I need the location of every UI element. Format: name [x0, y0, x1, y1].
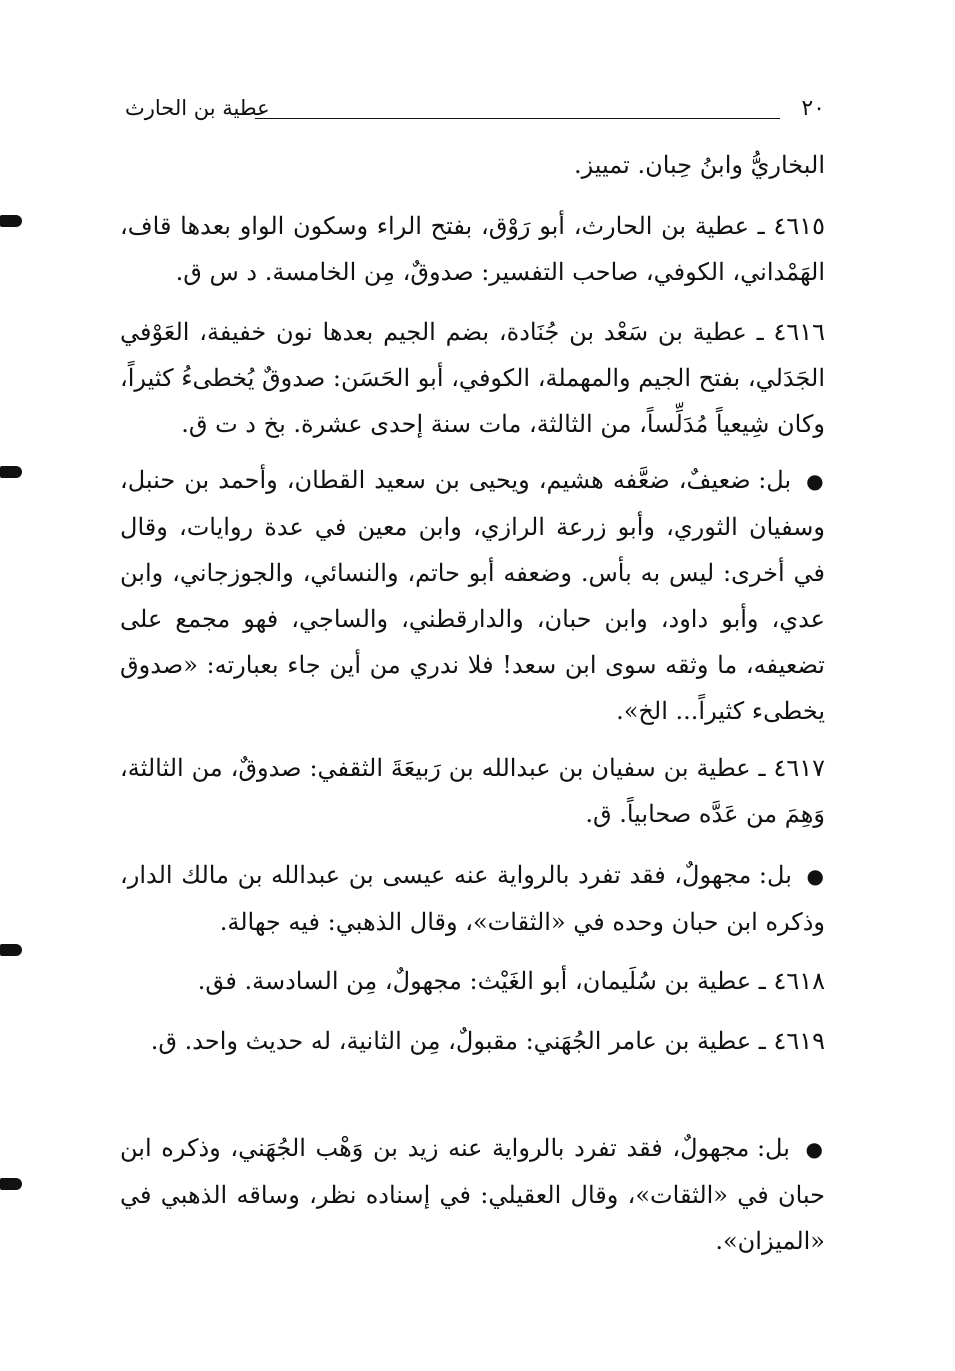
scan-mark	[0, 215, 22, 227]
entry-4617	[120, 745, 825, 837]
paragraph-text: ٤٦١٧ ـ عطية بن سفيان بن عبدالله بن رَبيعَةَ الثقفي: صدوقٌ، من الثالثة، وَهِمَ من عَدَّه صحابياً. ق.	[120, 754, 825, 828]
paragraph-text: بل: مجهولٌ، فقد تفرد بالرواية عنه زيد بن وَهْب الجُهَني، وذكره ابن حبان في «الثقات»، وقال العقيلي: في إسناده نظر، وساقه الذهبي في «الميزان».	[120, 1134, 825, 1255]
commentary-4616	[120, 457, 825, 734]
page-number: ٢٠	[801, 96, 825, 121]
running-title: عطية بن الحارث	[125, 96, 270, 120]
scan-mark	[0, 466, 22, 478]
bullet-icon: ●	[806, 864, 825, 888]
paragraph-text: ٤٦١٥ ـ عطية بن الحارث، أبو رَوْق، بفتح الراء وسكون الواو بعدها قاف، الهَمْداني، الكوفي، صاحب التفسير: صدوقٌ، مِن الخامسة. د س ق.	[120, 212, 825, 286]
paragraph-text: ٤٦١٩ ـ عطية بن عامر الجُهَني: مقبولٌ، مِن الثانية، له حديث واحد. ق.	[150, 1027, 825, 1055]
continuation-text	[120, 142, 825, 188]
paragraph-text: البخاريُّ وابنُ حِبان. تمييز.	[573, 151, 825, 179]
bullet-icon: ●	[806, 469, 826, 493]
commentary-4619	[120, 1125, 825, 1264]
paragraph-text: ٤٦١٦ ـ عطية بن سَعْد بن جُنَادة، بضم الجيم بعدها نون خفيفة، العَوْفي الجَدَلي، بفتح الجيم والمهملة، الكوفي، أبو الحَسَن: صدوقٌ يُخطىءُ كثيراً، وكان شِيعياً مُدَلِّساً، من الثالثة، مات سنة إحدى عشرة. بخ د ت ق.	[120, 318, 825, 438]
scan-mark	[0, 1178, 22, 1190]
entry-4615	[120, 203, 825, 295]
paragraph-text: ٤٦١٨ ـ عطية بن سُلَيمان، أبو الغَيْث: مجهولٌ، مِن السادسة. فق.	[197, 967, 825, 995]
entry-4616	[120, 309, 825, 447]
commentary-4617	[120, 852, 825, 945]
paragraph-text: بل: مجهولٌ، فقد تفرد بالرواية عنه عيسى بن عبدالله بن مالك الدار، وذكره ابن حبان وحده في «الثقات»، وقال الذهبي: فيه جهالة.	[120, 861, 825, 936]
paragraph-text: بل: ضعيفٌ، ضعَّفه هشيم، ويحيى بن سعيد القطان، وأحمد بن حنبل، وسفيان الثوري، وأبو زرعة الرازي، وابن معين في عدة روايات، وقال في أخرى: ليس به بأس. وضعفه أبو حاتم، والنسائي، والجوزجاني، وابن عدي، وأبو داود، وابن حبان، والدارقطني، والساجي، فهو مجمع على تضعيفه، ما وثقه سوى ابن سعد! فلا ندري من أين جاء بعبارته: «صدوق يخطىء كثيراً... الخ».	[120, 466, 825, 725]
page-header	[125, 96, 825, 126]
entry-4619	[120, 1018, 825, 1064]
scan-mark	[0, 944, 22, 956]
entry-4618	[120, 958, 825, 1004]
bullet-icon: ●	[805, 1137, 825, 1161]
header-rule	[255, 118, 780, 119]
